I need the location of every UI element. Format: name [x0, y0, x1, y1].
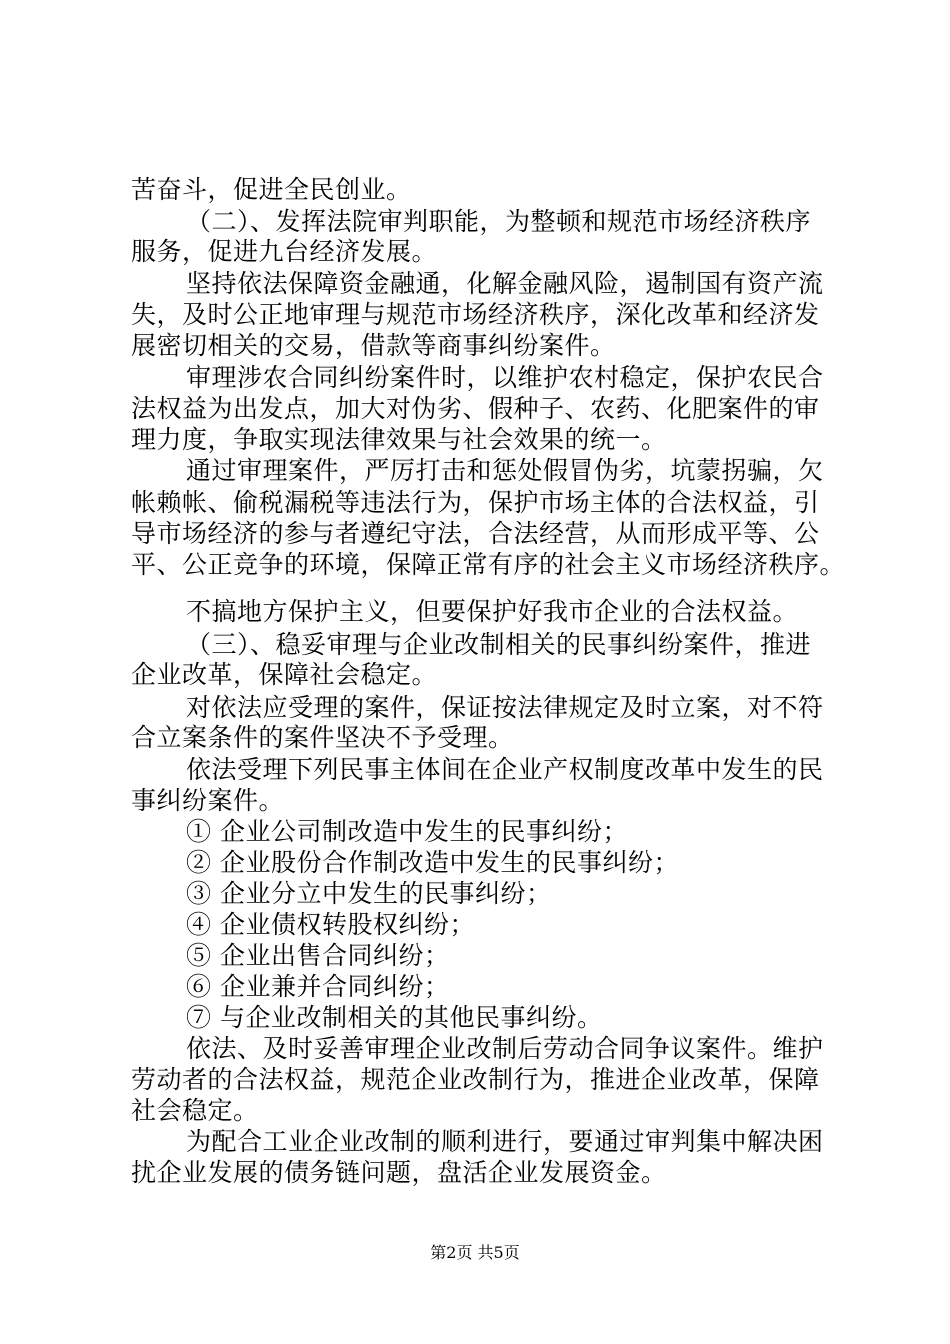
paragraph-line: 对依法应受理的案件，保证按法律规定及时立案，对不符 — [186, 693, 824, 722]
paragraph-line: 劳动者的合法权益，规范企业改制行为，推进企业改革，保障 — [131, 1065, 820, 1094]
paragraph-line: 法权益为出发点，加大对伪劣、假种子、农药、化肥案件的审 — [131, 394, 820, 423]
paragraph-line: 失，及时公正地审理与规范市场经济秩序，深化改革和经济发 — [131, 300, 820, 329]
list-item: ⑦ 与企业改制相关的其他民事纠纷。 — [186, 1003, 603, 1032]
paragraph-line: 通过审理案件，严厉打击和惩处假冒伪劣，坑蒙拐骗，欠 — [186, 456, 824, 485]
paragraph-line: 社会稳定。 — [131, 1096, 259, 1125]
section-heading-2-cont: 服务，促进九台经济发展。 — [131, 237, 438, 266]
section-heading-3: （三）、稳妥审理与企业改制相关的民事纠纷案件，推进 — [186, 630, 812, 659]
paragraph-line: 扰企业发展的债务链问题，盘活企业发展资金。 — [131, 1158, 667, 1187]
list-item: ② 企业股份合作制改造中发生的民事纠纷； — [186, 848, 679, 877]
list-item: ⑥ 企业兼并合同纠纷； — [186, 972, 450, 1001]
paragraph-line: 坚持依法保障资金融通，化解金融风险，遏制国有资产流 — [186, 269, 824, 298]
paragraph-line: 展密切相关的交易，借款等商事纠纷案件。 — [131, 331, 616, 360]
paragraph-line: 审理涉农合同纠纷案件时，以维护农村稳定，保护农民合 — [186, 363, 824, 392]
list-item: ① 企业公司制改造中发生的民事纠纷； — [186, 817, 628, 846]
paragraph-line: 苦奋斗，促进全民创业。 — [131, 175, 412, 204]
paragraph-line: 合立案条件的案件坚决不予受理。 — [131, 723, 514, 752]
paragraph-line: 不搞地方保护主义，但要保护好我市企业的合法权益。 — [186, 597, 799, 626]
page-number-footer: 第2页 共5页 — [430, 1243, 520, 1262]
paragraph-line: 平、公正竞争的环境，保障正常有序的社会主义市场经济秩序。 — [131, 550, 846, 579]
list-item: ④ 企业债权转股权纠纷； — [186, 910, 475, 939]
list-item: ⑤ 企业出售合同纠纷； — [186, 941, 450, 970]
paragraph-line: 依法受理下列民事主体间在企业产权制度改革中发生的民 — [186, 755, 824, 784]
paragraph-line: 帐赖帐、偷税漏税等违法行为，保护市场主体的合法权益，引 — [131, 488, 820, 517]
paragraph-line: 导市场经济的参与者遵纪守法，合法经营，从而形成平等、公 — [131, 519, 820, 548]
section-heading-2: （二）、发挥法院审判职能，为整顿和规范市场经济秩序 — [186, 207, 812, 236]
paragraph-line: 依法、及时妥善审理企业改制后劳动合同争议案件。维护 — [186, 1034, 824, 1063]
section-heading-3-cont: 企业改革，保障社会稳定。 — [131, 660, 438, 689]
paragraph-line: 理力度，争取实现法律效果与社会效果的统一。 — [131, 425, 667, 454]
paragraph-line: 为配合工业企业改制的顺利进行，要通过审判集中解决困 — [186, 1127, 824, 1156]
paragraph-line: 事纠纷案件。 — [131, 786, 285, 815]
list-item: ③ 企业分立中发生的民事纠纷； — [186, 879, 552, 908]
